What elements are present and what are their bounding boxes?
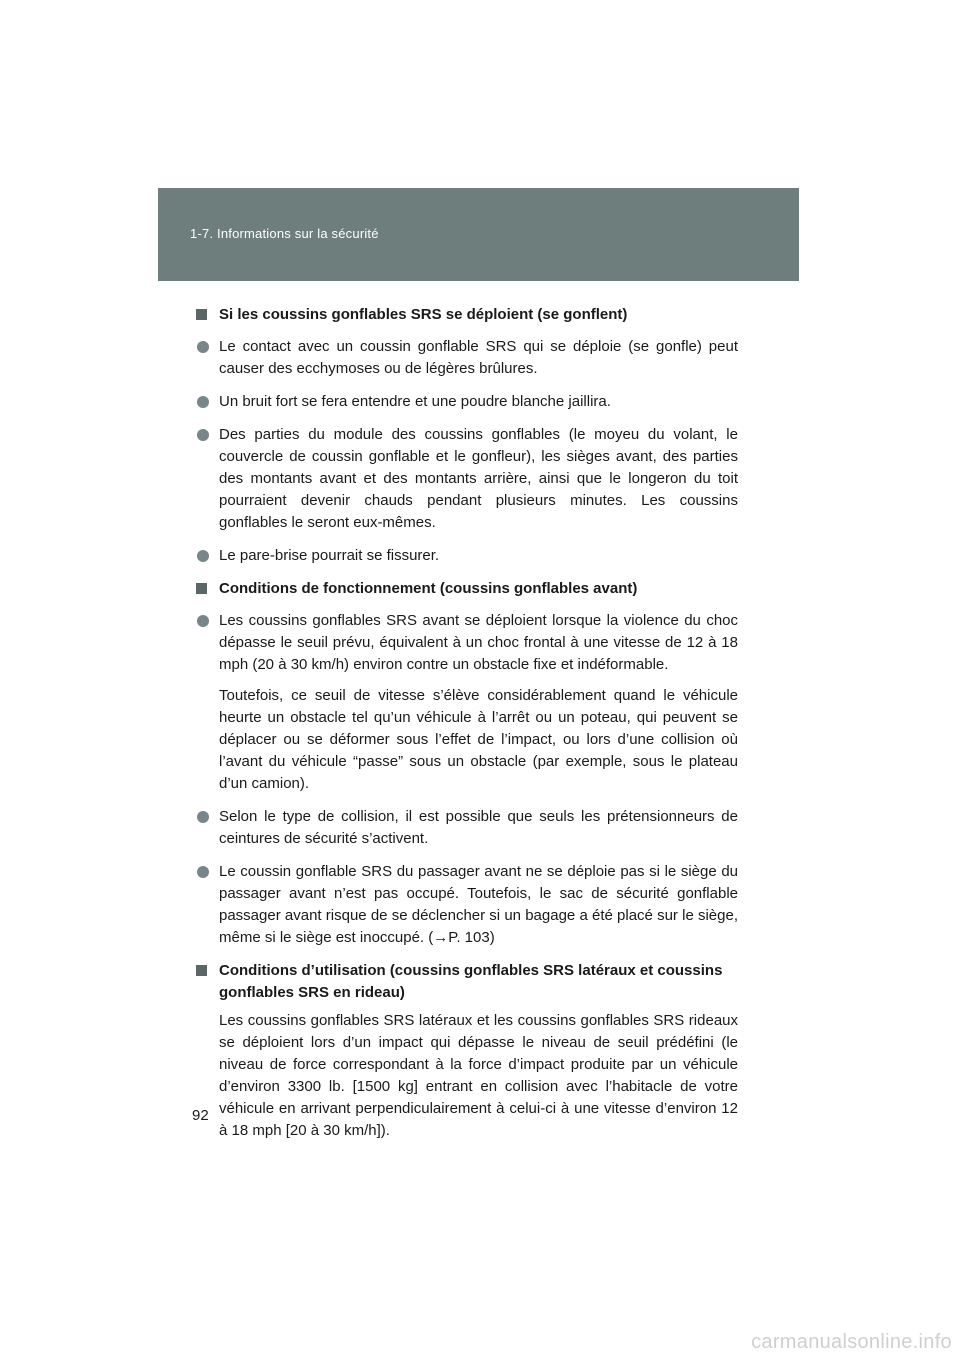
section-paragraph: Les coussins gonflables SRS latéraux et les coussins gonflables SRS rideaux se déploient lors d’un impact qui dépasse le niveau de seuil prédéfini (le niveau de force correspondant à la force d’impact produite par un véhicule d’environ 3300 lb. [1500 kg] entrant en collision avec l’habitacle de votre véhicule en arrivant perpendiculairement à celui-ci à une vitesse d’environ 12 à 18 mph [20 à 30 km/h]). [219,1012,738,1139]
circle-bullet-icon [197,429,209,441]
sub-paragraph: Toutefois, ce seuil de vitesse s’élève considérablement quand le véhicule heurte un obstacle tel qu’un véhicule à l’arrêt ou un poteau, qui peuvent se déplacer ou se déformer sous l’effet de l’impact, ou lors d’une collision où l’avant du véhicule “passe” sous un obstacle (par exemple, sous le plateau d’un camion). [219,687,738,792]
circle-bullet-icon [197,866,209,878]
list-item-text: Un bruit fort se fera entendre et une poudre blanche jaillira. [219,393,611,410]
circle-bullet-icon [197,615,209,627]
list-item [193,424,738,534]
square-bullet-icon [196,309,207,320]
page-number: 92 [192,1107,209,1124]
list-item-text: Les coussins gonflables SRS avant se déploient lorsque la violence du choc dépasse le seuil prévu, équivalent à un choc frontal à une vitesse de 12 à 18 mph (20 à 30 km/h) environ contre un obstacle fixe et indéformable. [219,612,738,673]
list-item [193,861,738,949]
section-title: 1-7. Informations sur la sécurité [190,226,379,241]
page-content [193,304,738,1153]
section-heading-text: Si les coussins gonflables SRS se déploient (se gonflent) [219,306,628,323]
list-item [193,610,738,676]
circle-bullet-icon [197,550,209,562]
section-heading-text: Conditions d’utilisation (coussins gonflables SRS latéraux et coussins gonflables SRS en rideau) [219,962,723,1001]
circle-bullet-icon [197,396,209,408]
section-heading-text: Conditions de fonctionnement (coussins gonflables avant) [219,580,638,597]
list-item-text: Le contact avec un coussin gonflable SRS qui se déploie (se gonfle) peut causer des ecchymoses ou de légères brûlures. [219,338,738,377]
section-heading [193,304,738,326]
list-item [193,806,738,850]
section-heading [193,578,738,600]
square-bullet-icon [196,965,207,976]
square-bullet-icon [196,583,207,594]
list-item-text: Des parties du module des coussins gonflables (le moyeu du volant, le couvercle de coussin gonflable et le gonfleur), les sièges avant, des parties des montants avant et des montants arrière, ainsi que le longeron du toit pourraient devenir chauds pendant plusieurs minutes. Les coussins gonflables le seront eux-mêmes. [219,426,738,531]
circle-bullet-icon [197,811,209,823]
list-item-text: Le pare-brise pourrait se fissurer. [219,547,440,564]
list-item [193,391,738,413]
circle-bullet-icon [197,341,209,353]
section-heading [193,960,738,1004]
section-header-band [158,188,799,281]
list-item [193,336,738,380]
list-item-text: Le coussin gonflable SRS du passager avant ne se déploie pas si le siège du passager avant n’est pas occupé. Toutefois, le sac de sécurité gonflable passager avant risque de se déclencher si un bagage a été placé sur le siège, même si le siège est inoccupé. (→P. 103) [219,863,738,946]
watermark: carmanualsonline.info [751,1331,952,1353]
list-item-text: Selon le type de collision, il est possible que seuls les prétensionneurs de ceintures de sécurité s’activent. [219,808,738,847]
list-item [193,545,738,567]
